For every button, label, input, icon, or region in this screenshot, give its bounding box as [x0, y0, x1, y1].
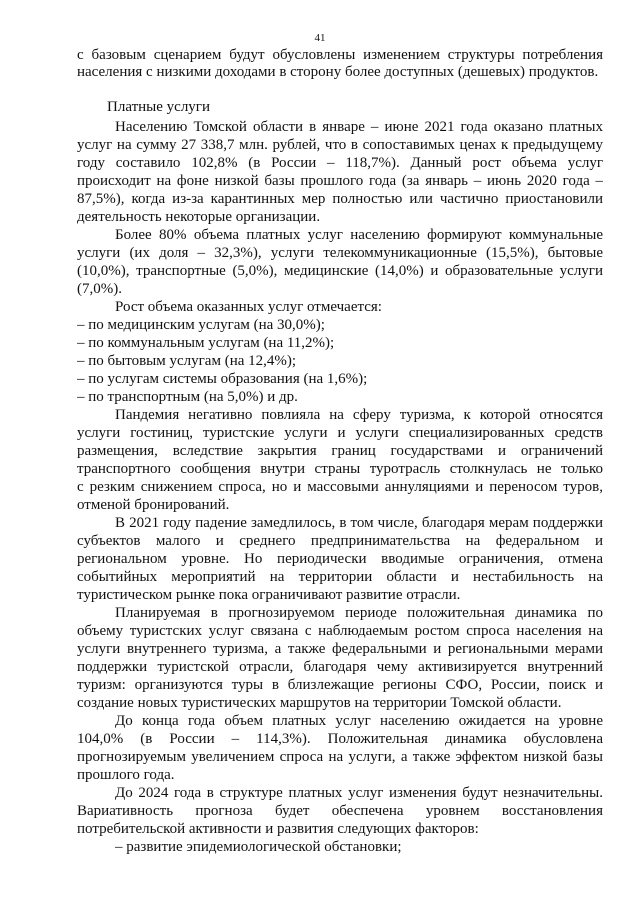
text-line: году составило 102,8% (в России – 118,7%). Данный рост объема услуг — [77, 155, 603, 171]
text-line: услуг на сумму 27 338,7 млн. рублей, что в сопоставимых ценах к предыдущему — [77, 137, 603, 153]
text-line: услуги внутреннего туризма, а также федеральными и региональными мерами — [77, 641, 603, 657]
text-line: услуги (их доля – 32,3%), услуги телекоммуникационные (15,5%), бытовые — [77, 245, 603, 261]
list-item: – развитие эпидемиологической обстановки; — [115, 839, 402, 855]
text-line: Рост объема оказанных услуг отмечается: — [115, 299, 382, 315]
text-line: туристическом рынке пока ограничивают развитие отрасли. — [77, 587, 461, 603]
text-line: региональном уровне. Но периодически вводимые ограничения, отмена — [77, 551, 603, 567]
text-line: деятельность некоторые организации. — [77, 209, 321, 225]
text-line: потребительской активности и развития следующих факторов: — [77, 821, 479, 837]
text-line: объему туристских услуг связана с наблюдаемым ростом спроса населения на — [77, 623, 603, 639]
text-line: Вариативность прогноза будет обеспечена уровнем восстановления — [77, 803, 603, 819]
list-item: – по услугам системы образования (на 1,6%); — [77, 371, 368, 387]
list-item: – по бытовым услугам (на 12,4%); — [77, 353, 297, 369]
text-line: До конца года объем платных услуг населению ожидается на уровне — [115, 713, 603, 729]
text-line: поддержки туристской отрасли, благодаря чему активизируется внутренний — [77, 659, 603, 675]
text-line: прошлого года. — [77, 767, 175, 783]
text-line: событийных мероприятий на территории области и нестабильность на — [77, 569, 603, 585]
text-line: происходит на фоне низкой базы прошлого года (за январь – июнь 2020 года – — [77, 173, 603, 189]
text-line: Населению Томской области в январе – июне 2021 года оказано платных — [115, 119, 603, 135]
text-line: 104,0% (в России – 114,3%). Положительная динамика обусловлена — [77, 731, 603, 747]
text-line: Пандемия негативно повлияла на сферу туризма, к которой относятся — [115, 407, 603, 423]
text-line: В 2021 году падение замедлилось, в том числе, благодаря мерам поддержки — [115, 515, 603, 531]
text-line: размещения, вследствие закрытия границ государствами и ограничений — [77, 443, 603, 459]
text-line: туризм: организуются туры в близлежащие регионы СФО, России, поиск и — [77, 677, 603, 693]
text-line: отменой бронирований. — [77, 497, 230, 513]
text-line: (10,0%), транспортные (5,0%), медицинские (14,0%) и образовательные услуги — [77, 263, 603, 279]
text-line: с базовым сценарием будут обусловлены изменением структуры потребления — [77, 47, 603, 63]
text-line: До 2024 года в структуре платных услуг изменения будут незначительны. — [115, 785, 603, 801]
list-item: – по коммунальным услугам (на 11,2%); — [77, 335, 335, 351]
text-line: транспортного сообщения внутри страны туротрасль столкнулась не только — [77, 461, 603, 477]
text-line: с резким снижением спроса, но и массовыми аннуляциями и переносом туров, — [77, 479, 603, 495]
text-line: (7,0%). — [77, 281, 122, 297]
list-item: – по транспортным (на 5,0%) и др. — [77, 389, 298, 405]
text-line: услуги гостиниц, туристские услуги и услуги специализированных средств — [77, 425, 603, 441]
text-line: 87,5%), когда из-за карантинных мер полностью или частично приостановили — [77, 191, 603, 207]
text-line: создание новых туристических маршрутов на территории Томской области. — [77, 695, 562, 711]
text-line: Планируемая в прогнозируемом периоде положительная динамика по — [115, 605, 603, 621]
text-line: населения с низкими доходами в сторону более доступных (дешевых) продуктов. — [77, 64, 599, 80]
page-number: 41 — [314, 32, 326, 44]
section-heading: Платные услуги — [107, 99, 210, 115]
text-line: субъектов малого и среднего предпринимательства на федеральном и — [77, 533, 603, 549]
text-line: прогнозируемым увеличением спроса на услуги, а также эффектом низкой базы — [77, 749, 603, 765]
list-item: – по медицинским услугам (на 30,0%); — [77, 317, 325, 333]
text-line: Более 80% объема платных услуг населению формируют коммунальные — [115, 227, 603, 243]
